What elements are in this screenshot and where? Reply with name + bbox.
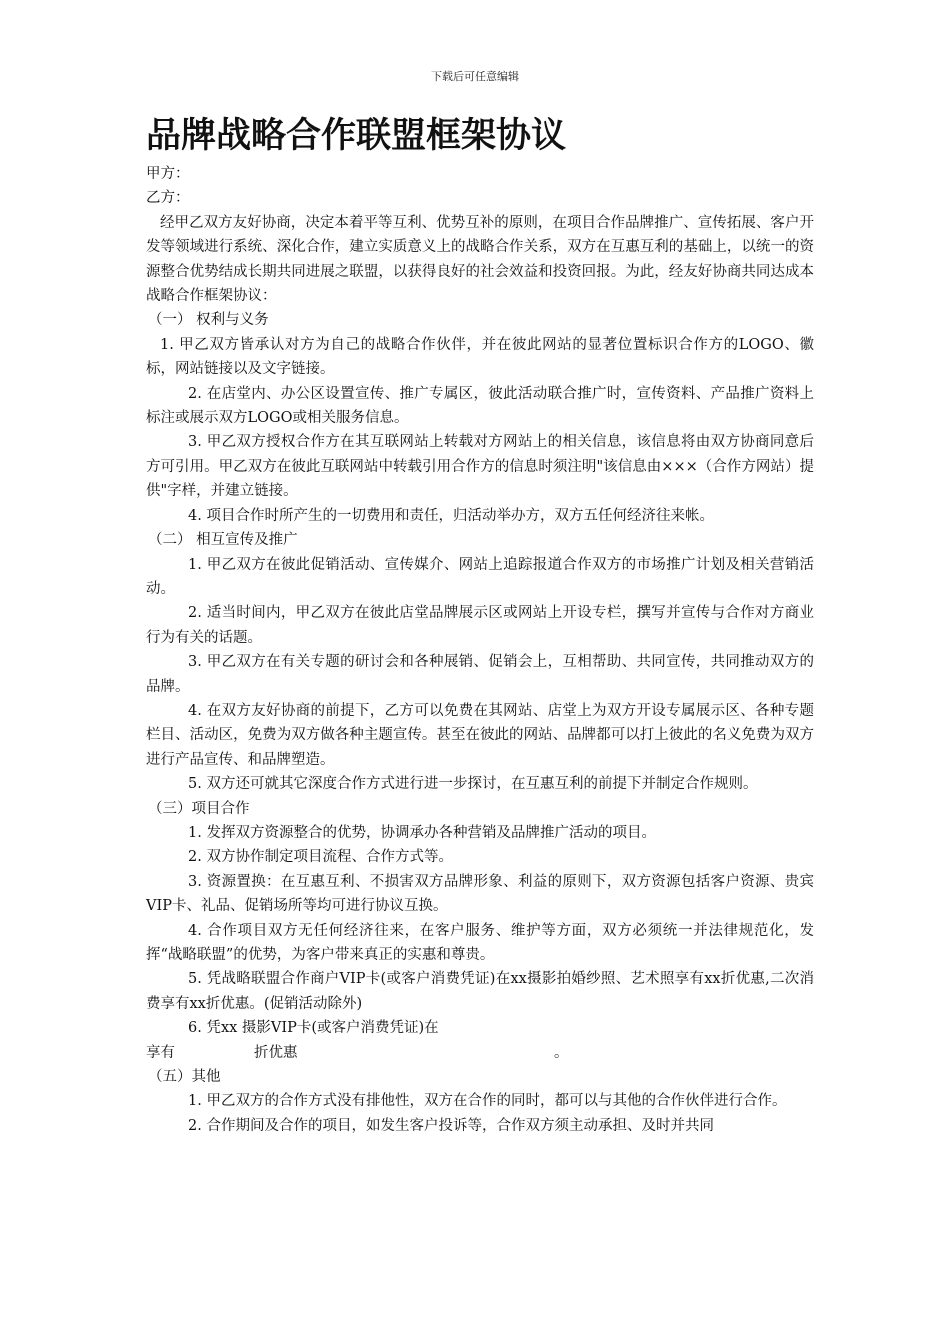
clause-item: 5. 凭战略联盟合作商户VIP卡(或客户消费凭证)在xx摄影拍婚纱照、艺术照享有xx折优惠,二次消费享有xx折优惠。(促销活动除外) [146,971,814,1012]
intro-paragraph: 经甲乙双方友好协商，决定本着平等互利、优势互补的原则，在项目合作品牌推广、宣传拓展、客户开发等领域进行系统、深化合作，建立实质意义上的战略合作关系，双方在互惠互利的基础上，以统一的资源整合优势结成长期共同进展之联盟，以获得良好的社会效益和投资回报。为此，经友好协商共同达成本战略合作框架协议： [146,214,814,305]
party-a-line: 甲方： [146,166,190,182]
clause-item: 5. 双方还可就其它深度合作方式进行进一步探讨，在互惠互利的前提下并制定合作规则。 [188,776,758,793]
clause-item: 3. 资源置换：在互惠互利、不损害双方品牌形象、利益的原则下，双方资源包括客户资源、贵宾VIP卡、礼品、促销场所等均可进行协议互换。 [146,873,814,915]
clause-item: 4. 合作项目双方无任何经济往来，在客户服务、维护等方面，双方必须统一并法律规范化，发挥“战略联盟”的优势，为客户带来真正的实惠和尊贵。 [146,922,814,963]
clause-item: 2. 双方协作制定项目流程、合作方式等。 [188,849,453,866]
section-heading-project: （三）项目合作 [148,800,250,817]
clause-item: 6. 凭xx 摄影VIP卡(或客户消费凭证)在 [188,1020,439,1037]
clause-item: 3. 甲乙双方在有关专题的研讨会和各种展销、促销会上，互相帮助、共同宣传，共同推动双方的品牌。 [146,654,814,695]
section-heading-promotion: （二） 相互宣传及推广 [148,532,298,549]
clause-item: 1. 甲乙双方皆承认对方为自己的战略合作伙伴，并在彼此网站的显著位置标识合作方的LOGO、徽标，网站链接以及文字链接。 [146,336,814,378]
fill-part-period: 。 [554,1044,569,1061]
section-heading-other: （五）其他 [148,1069,221,1086]
clause-item: 4. 项目合作时所产生的一切费用和责任，归活动举办方，双方五任何经济往来帐。 [188,507,714,524]
clause-item: 2. 在店堂内、办公区设置宣传、推广专属区，彼此活动联合推广时，宣传资料、产品推广资料上标注或展示双方LOGO或相关服务信息。 [146,385,814,427]
section-heading-rights: （一） 权利与义务 [148,312,269,329]
clause-item: 3. 甲乙双方授权合作方在其互联网站上转载对方网站上的相关信息，该信息将由双方协商同意后方可引用。甲乙双方在彼此互联网站中转载引用合作方的信息时须注明"该信息由×××（合作方网站）提供"字样，并建立链接。 [146,434,814,500]
clause-item: 1. 甲乙双方的合作方式没有排他性，双方在合作的同时，都可以与其他的合作伙伴进行合作。 [188,1093,787,1110]
party-b-line: 乙方： [146,190,190,207]
document-body [146,112,814,1138]
fill-part-discount: 折优惠 [254,1044,298,1061]
fill-in-line [146,1041,814,1065]
clause-item: 4. 在双方友好协商的前提下，乙方可以免费在其网站、店堂上为双方开设专属展示区、各种专题栏目、活动区，免费为双方做各种主题宣传。甚至在彼此的网站、品牌都可以打上彼此的名义免费为双方进行产品宣传、和品牌塑造。 [146,702,814,768]
header-note: 下载后可任意编辑 [431,70,519,83]
clause-item: 1. 甲乙双方在彼此促销活动、宣传媒介、网站上追踪报道合作双方的市场推广计划及相关营销活动。 [146,556,814,597]
fill-part-enjoy: 享有 [146,1044,175,1061]
clause-item: 2. 合作期间及合作的项目，如发生客户投诉等，合作双方须主动承担、及时并共同 [188,1117,714,1134]
clause-item: 1. 发挥双方资源整合的优势，协调承办各种营销及品牌推广活动的项目。 [188,824,656,841]
document-title: 品牌战略合作联盟框架协议 [146,116,567,156]
clause-item: 2. 适当时间内，甲乙双方在彼此店堂品牌展示区或网站上开设专栏，撰写并宣传与合作对方商业行为有关的话题。 [146,605,814,646]
